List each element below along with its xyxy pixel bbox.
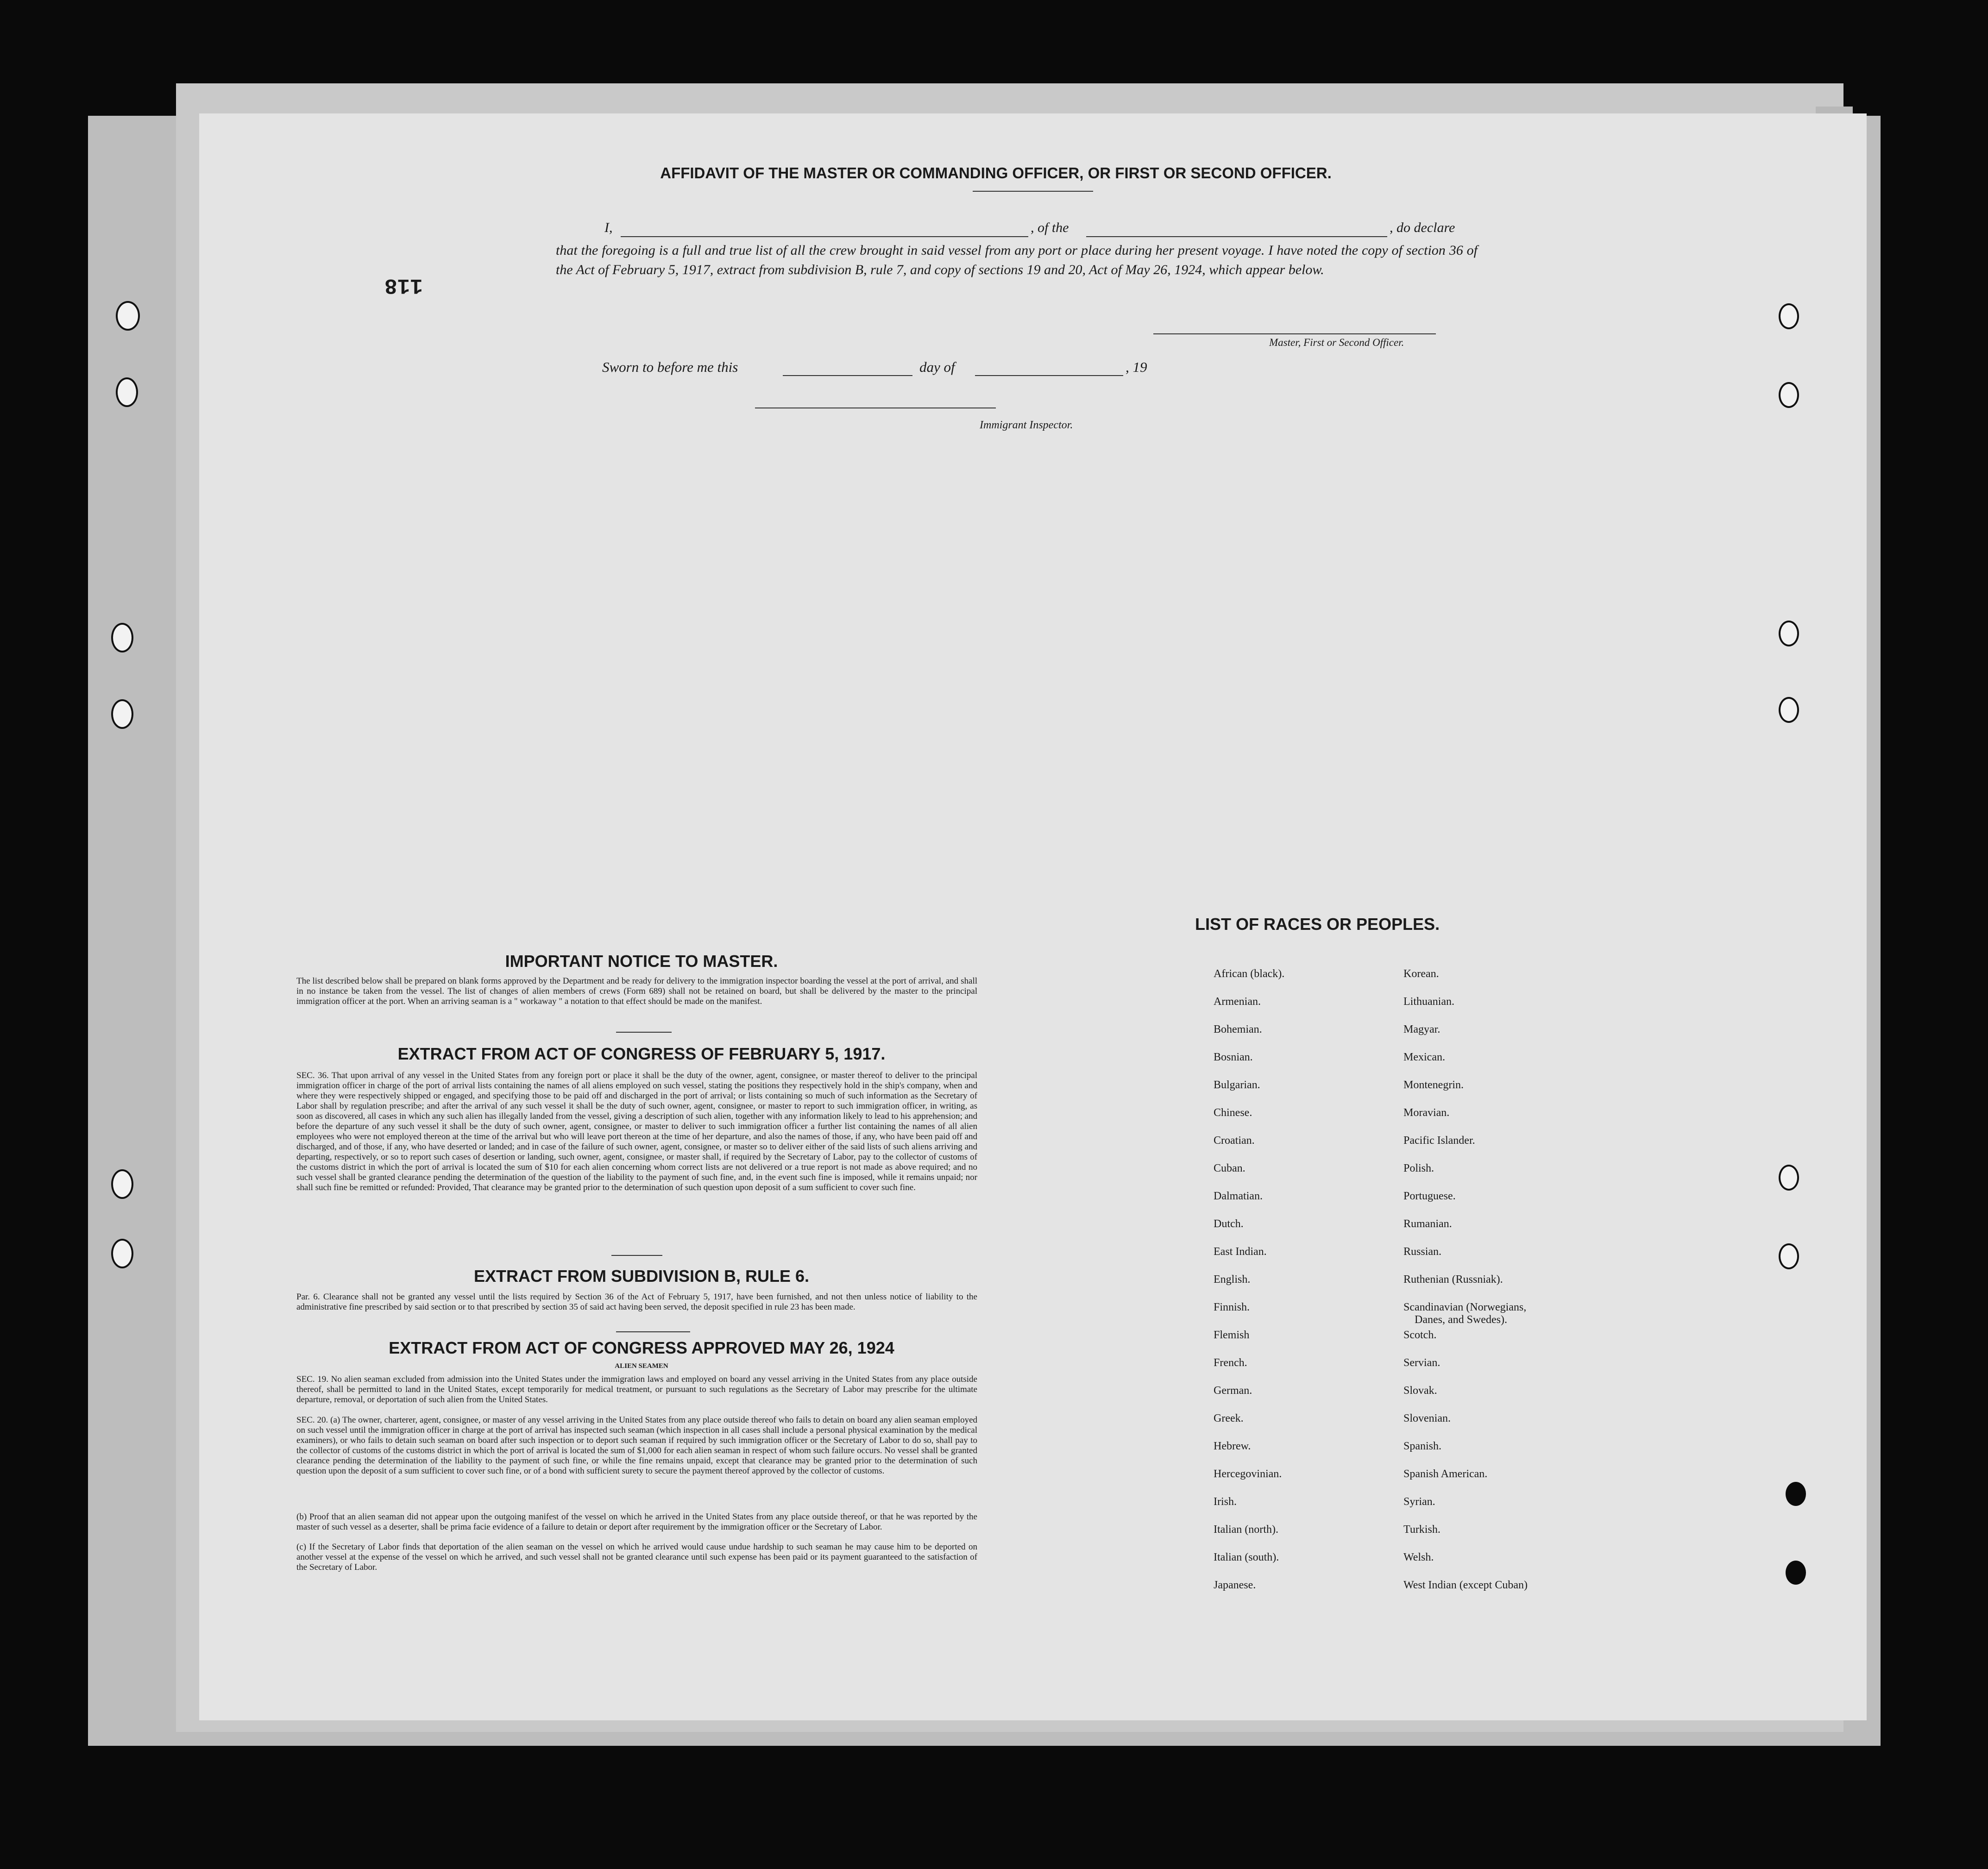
extract-1917-divider (611, 1255, 662, 1256)
extract-1917-title: EXTRACT FROM ACT OF CONGRESS OF FEBRUARY 5, 1917. (397, 1044, 886, 1063)
master-name-line (621, 236, 1028, 237)
race-item: Spanish. (1403, 1440, 1442, 1452)
extract-1924-title: EXTRACT FROM ACT OF CONGRESS APPROVED MAY 26, 1924 (389, 1338, 894, 1357)
race-item: Hebrew. (1214, 1440, 1251, 1452)
race-item: Korean. (1403, 968, 1439, 980)
punch-hole (111, 1169, 133, 1199)
race-item: Chinese. (1214, 1107, 1252, 1119)
race-item: Portuguese. (1403, 1190, 1456, 1202)
subdivision-divider (616, 1331, 690, 1332)
punch-hole (1779, 621, 1799, 646)
declaration-line1-end: , do declare (1390, 220, 1455, 235)
punch-hole (1779, 382, 1799, 408)
affidavit-page (199, 113, 1867, 1720)
punch-hole (1786, 1561, 1806, 1585)
race-item: Hercegovinian. (1214, 1468, 1282, 1480)
race-item: Russian. (1403, 1246, 1442, 1258)
sworn-month-line (975, 375, 1123, 376)
race-item: Scotch. (1403, 1329, 1437, 1341)
race-item: Servian. (1403, 1357, 1441, 1369)
signature-line (1153, 333, 1436, 334)
punch-hole (116, 377, 138, 407)
race-item: Bohemian. (1214, 1023, 1262, 1035)
race-item: Montenegrin. (1403, 1079, 1464, 1091)
race-item: French. (1214, 1357, 1247, 1369)
race-item: Polish. (1403, 1162, 1434, 1174)
notice-title: IMPORTANT NOTICE TO MASTER. (505, 952, 778, 971)
punch-hole (116, 301, 140, 331)
subdivision-body: Par. 6. Clearance shall not be granted any vessel until the lists required by Section 36 of the Act of February 5, 1917, have been furnished, and not then unless notice of liability to the administrative fine prescribed by said section or to that prescribed by section 35 of said act having been served, the deposit specified in rule 23 has been made. (296, 1292, 977, 1312)
race-item: Scandinavian (Norwegians, Danes, and Swedes). (1403, 1301, 1527, 1326)
race-item: Japanese. (1214, 1579, 1256, 1591)
extract-1917-body: SEC. 36. That upon arrival of any vessel in the United States from any foreign port or place it shall be the duty of the owner, agent, consignee, or master thereof to deliver to the principal immigration officer in charge of the port of arrival lists containing the names of all aliens employed on such vessel, stating the positions they respectively hold in the ship's company, when and where they were respectively shipped or engaged, and specifying those to be paid off and discharged in the port of arrival; or lists containing so much of such information as the Secretary of Labor shall by regulation prescribe; and after the arrival of any such vessel it shall be the duty of such owner, agent, consignee, or master to report to such immigration officer, in writing, as soon as discovered, all cases in which any such alien has illegally landed from the vessel, giving a description of such alien, together with any information likely to lead to his apprehension; and before the departure of any such vessel it shall be the duty of such owner, agent, consignee, or master to deliver to such immigration officer a further list containing the names of all alien employees who were not employed thereon at the time of the arrival but who will leave port thereon at the time of her departure, and also the names of those, if any, who have been paid off and discharged, and of those, if any, who have deserted or landed; and in case of the failure of such owner, agent, consignee, or master so to deliver either of the said lists of such aliens arriving and departing, respectively, or so to report such cases of desertion or landing, such owner, agent, consignee, or master shall, if required by the Secretary of Labor, pay to the collector of customs of the customs district in which the port of arrival is located the sum of $10 for each alien concerning whom correct lists are not delivered or a true report is not made as above required; and no such vessel shall be granted clearance pending the determination of the question of the liability to the payment of such fine, and, in the event such fine is imposed, while it remains unpaid; nor shall such fine be remitted or refunded: Provided, That clearance may be granted prior to the determination of such question upon deposit of a sum sufficient to cover such fine. (296, 1071, 977, 1192)
race-item: Bulgarian. (1214, 1079, 1260, 1091)
race-item: Irish. (1214, 1496, 1237, 1508)
punch-hole (1779, 1243, 1799, 1269)
race-item: Armenian. (1214, 996, 1261, 1008)
race-item: Cuban. (1214, 1162, 1246, 1174)
punch-hole (1779, 303, 1799, 329)
race-item: Rumanian. (1403, 1218, 1452, 1230)
punch-hole (111, 699, 133, 729)
race-item: African (black). (1214, 968, 1285, 980)
declaration-line1-start: I, (604, 220, 613, 235)
inspector-label: Immigrant Inspector. (980, 419, 1073, 431)
race-item: Dutch. (1214, 1218, 1244, 1230)
race-item: Italian (south). (1214, 1551, 1279, 1563)
race-item: Dalmatian. (1214, 1190, 1263, 1202)
sworn-start: Sworn to before me this (602, 359, 738, 375)
race-item: Spanish American. (1403, 1468, 1488, 1480)
subdivision-title: EXTRACT FROM SUBDIVISION B, RULE 6. (473, 1267, 810, 1286)
affidavit-title: AFFIDAVIT OF THE MASTER OR COMMANDING OFFICER, OR FIRST OR SECOND OFFICER. (660, 164, 1332, 182)
punch-hole (1779, 697, 1799, 723)
race-item: Magyar. (1403, 1023, 1441, 1035)
race-item: Bosnian. (1214, 1051, 1253, 1063)
title-underline (973, 191, 1093, 192)
sworn-end: , 19 (1126, 359, 1147, 375)
section-20c: (c) If the Secretary of Labor finds that deportation of the alien seaman on the vessel on which he arrived would cause undue hardship to such seaman he may cause him to be deported on another vessel at the expense of the vessel on which he arrived, and such vessel shall not be granted clearance until such expense has been paid or its payment guaranteed to the satisfaction of the Secretary of Labor. (296, 1542, 977, 1572)
section-19: SEC. 19. No alien seaman excluded from admission into the United States under the immigration laws and employed on board any vessel arriving in the United States from any place outside thereof, shall be permitted to land in the United States, except temporarily for medical treatment, or pursuant to such regulations as the Secretary of Labor may prescribe for the ultimate departure, removal, or deportation of such alien from the United States. (296, 1374, 977, 1405)
notice-body: The list described below shall be prepared on blank forms approved by the Department and be ready for delivery to the immigration inspector boarding the vessel at the port of arrival, and shall in no instance be taken from the vessel. The list of changes of alien members of crews (Form 689) shall not be retained on board, but shall be delivered by the master to the principal immigration officer at the port. When an arriving seaman is a " workaway " a notation to that effect should be made on the manifest. (296, 976, 977, 1006)
race-item: Ruthenian (Russniak). (1403, 1273, 1503, 1286)
punch-hole (1786, 1482, 1806, 1506)
race-item: Croatian. (1214, 1135, 1255, 1147)
race-item: Italian (north). (1214, 1524, 1278, 1536)
punch-hole (111, 623, 133, 652)
vessel-name-line (1086, 236, 1387, 237)
race-item: Moravian. (1403, 1107, 1450, 1119)
section-20b: (b) Proof that an alien seaman did not appear upon the outgoing manifest of the vessel on which he arrived in the United States from any place outside thereof, or that he was reported by the master of such vessel as a deserter, shall be prima facie evidence of a failure to detain or deport after requirement by the immigration officer or the Secretary of Labor. (296, 1512, 977, 1532)
races-title: LIST OF RACES OR PEOPLES. (1195, 915, 1440, 934)
sworn-mid: day of (919, 359, 955, 375)
race-item: Pacific Islander. (1403, 1135, 1475, 1147)
race-item: Mexican. (1403, 1051, 1445, 1063)
race-item: Finnish. (1214, 1301, 1250, 1313)
race-item: Syrian. (1403, 1496, 1435, 1508)
page-number-stamp: 118 (384, 273, 423, 297)
declaration-body: that the foregoing is a full and true list of all the crew brought in said vessel from any port or place during her present voyage. I have noted the copy of section 36 of the Act of February 5, 1917, extract from subdivision B, rule 7, and copy of sections 19 and 20, Act of May 26, 1924, which appear below. (556, 243, 1478, 277)
race-item: Slovenian. (1403, 1412, 1451, 1424)
race-item: Turkish. (1403, 1524, 1441, 1536)
race-item: West Indian (except Cuban) (1403, 1579, 1528, 1591)
section-20a: SEC. 20. (a) The owner, charterer, agent, consignee, or master of any vessel arriving in the United States from any place outside thereof who fails to detain on board any alien seaman employed on such vessel until the immigration officer in charge at the port of arrival has inspected such seaman (which inspection in all cases shall include a personal physical examination by the medical examiners), or who fails to detain such seaman on board after such inspection or to deport such seaman if required by such immigration officer or the Secretary of Labor to do so, shall pay to the collector of customs of the customs district in which the port of arrival is located the sum of $1,000 for each alien seaman in respect of whom such failure occurs. No vessel shall be granted clearance pending the determination of the liability to the payment of such fine, or while the fine remains unpaid, except that clearance may be granted prior to the determination of such question upon the deposit of a sum sufficient to cover such fine, or of a bond with sufficient surety to secure the payment thereof approved by the collector of customs. (296, 1415, 977, 1476)
race-item: East Indian. (1214, 1246, 1267, 1258)
notice-divider (616, 1032, 672, 1033)
race-item: Welsh. (1403, 1551, 1434, 1563)
race-item: Flemish (1214, 1329, 1250, 1341)
declaration-line1-mid: , of the (1031, 220, 1069, 235)
race-item: Greek. (1214, 1412, 1244, 1424)
signature-label: Master, First or Second Officer. (1269, 337, 1404, 348)
alien-seamen-subtitle: ALIEN SEAMEN (615, 1362, 668, 1370)
race-item: German. (1214, 1385, 1252, 1397)
punch-hole (1779, 1165, 1799, 1191)
sworn-day-line (783, 375, 912, 376)
race-item: Lithuanian. (1403, 996, 1454, 1008)
race-item: English. (1214, 1273, 1251, 1286)
race-item: Slovak. (1403, 1385, 1437, 1397)
punch-hole (111, 1239, 133, 1268)
